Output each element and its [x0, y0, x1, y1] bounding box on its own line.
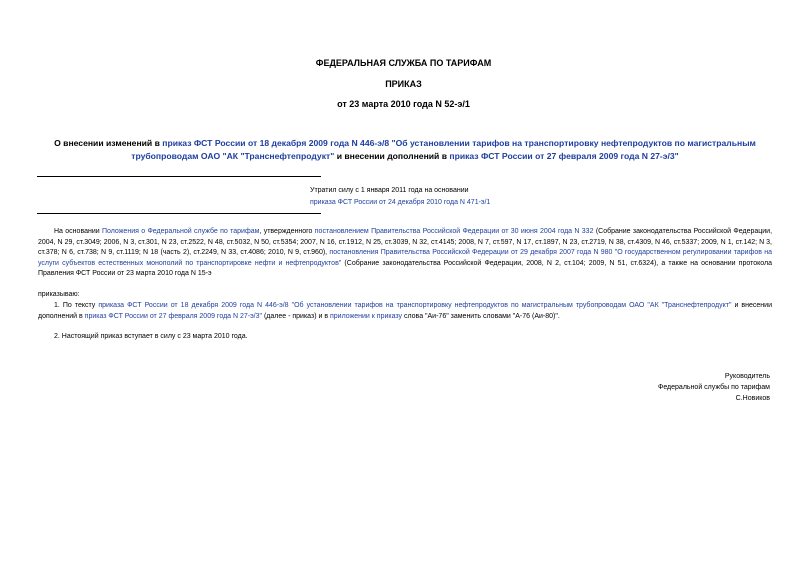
title-prefix: О внесении изменений в [54, 138, 163, 148]
basis-text-2: , утвержденного [259, 228, 315, 235]
item-2-paragraph: 2. Настоящий приказ вступает в силу с 23 марта 2010 года. [54, 333, 248, 340]
status-text: Утратил силу с 1 января 2011 года на основании [310, 187, 469, 194]
divider-top [37, 176, 321, 177]
signature-position-1: Руководитель [724, 373, 770, 380]
item1-link-order-446[interactable]: приказа ФСТ России от 18 декабря 2009 года N 446-э/8 "Об установлении тарифов на транспортировку нефтепродуктов по магистральным трубопроводам ОАО "АК "Транснефтепродукт" [98, 302, 732, 309]
title-link-order-27[interactable]: приказ ФСТ России от 27 февраля 2009 года N 27-э/3" [449, 150, 679, 161]
title-middle: и внесении дополнений в [334, 150, 450, 161]
item1-link-appendix[interactable]: приложении к приказу [330, 312, 403, 320]
signature-position-2: Федеральной службы по тарифам [658, 384, 770, 391]
title-link-order-446[interactable]: приказ ФСТ России от 18 декабря 2009 года N 446-э/8 "Об установлении тарифов на транспортировку нефтепродуктов по магистральным трубопроводам ОАО "АК "Транснефтепродукт" [131, 138, 756, 161]
basis-link-decree-980[interactable]: постановления Правительства Российской Федерации от 29 декабря 2007 года N 980 "О государственном регулировании тарифов на услуги субъектов естественных монополий по транспортировке нефти и нефтепродуктов" [38, 249, 772, 267]
basis-link-decree-332[interactable]: постановлением Правительства Российской Федерации от 30 июня 2004 года N 332 [314, 228, 594, 235]
basis-paragraph [38, 227, 772, 280]
basis-text-4: (Собрание законодательства Российской Федерации, 2008, N 2, ст.104; 2009, N 51, ст.6324), а также на основании протокола Правления ФСТ России от 23 марта 2010 года N 15-э [38, 259, 772, 277]
item1-text-1: 1. По тексту [54, 302, 99, 309]
order-word: приказываю: [38, 291, 80, 298]
item-1-paragraph [38, 301, 772, 322]
basis-text-3: (Собрание законодательства Российской Федерации, 2004, N 29, ст.3049; 2006, N 3, ст.301, N 23, ст.2522, N 48, ст.5032, N 50, ст.5354; 2007, N 16, ст.1912, N 25, ст.3039, N 32, ст.4145; 2008, N 7, ст.597, N 17, ст.1897, N 23, ст.2719, N 38, ст.4309, N 46, ст.5337; 2009, N 1, ст.142; N 3, ст.378; N 6, ст.738; N 9, ст.1119; N 18 (часть 2), ст.2249, N 33, ст.4086; 2010, N 9, ст.960), [38, 228, 773, 256]
basis-text-1: На основании [54, 228, 102, 235]
document-type: ПРИКАЗ [385, 79, 422, 89]
item1-text-3: (далее - приказ) и в [262, 312, 330, 320]
item1-link-order-27[interactable]: приказ ФСТ России от 27 февраля 2009 года N 27-э/3" [84, 312, 263, 320]
agency-name: ФЕДЕРАЛЬНАЯ СЛУЖБА ПО ТАРИФАМ [315, 58, 492, 68]
divider-bottom [37, 213, 321, 214]
basis-link-regulation[interactable]: Положения о Федеральной службе по тарифам [102, 228, 260, 235]
item1-text-2: и внесении дополнений в [38, 302, 772, 320]
signature-name: С.Новиков [735, 395, 770, 402]
document-title [30, 137, 780, 162]
document-date-number: от 23 марта 2010 года N 52-э/1 [337, 99, 470, 109]
item1-text-4: слова "Аи-76" заменить словами "А-76 (Аи-80)". [402, 312, 560, 320]
status-link[interactable]: приказа ФСТ России от 24 декабря 2010 года N 471-э/1 [310, 199, 491, 206]
